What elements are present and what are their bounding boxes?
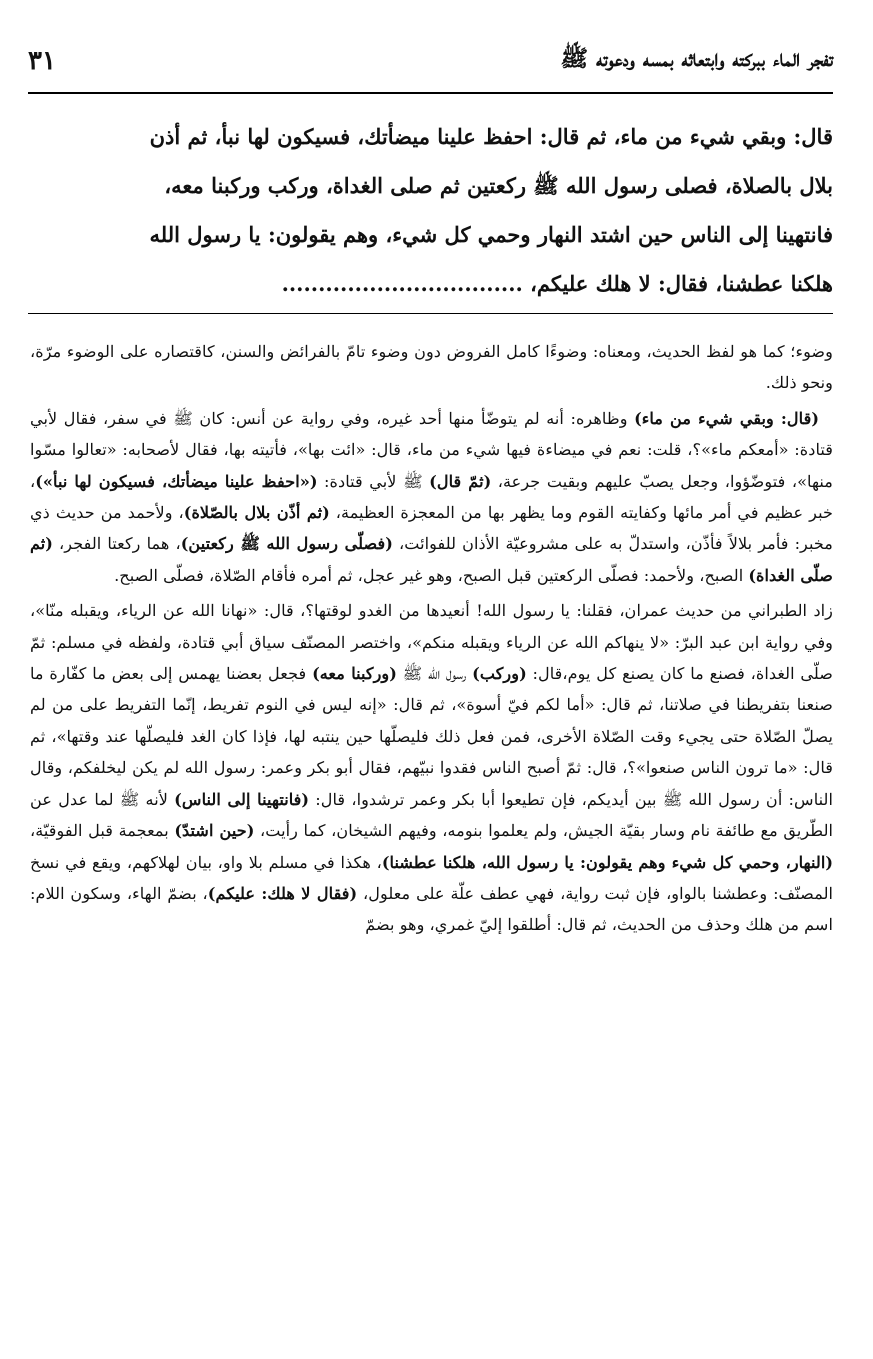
page-header (28, 30, 833, 94)
commentary-paragraph (30, 336, 833, 399)
quoted-phrase: (ثم أذّن بلال بالصّلاة) (183, 503, 330, 523)
commentary-text: ، بضمّ الهاء، وسكون اللام: اسم من هلك وحذف من الحديث، ثم قال: أطلقوا إليّ غمري، وهو بضمّ (30, 883, 833, 935)
commentary-text: زاد الطبراني من حديث عمران، فقلنا: يا رسول الله! أنعيدها من الغدو لوقتها؟، قال: «نهانا الله عن الرياء، ويقبله منّا»، وفي رواية ابن عبد البرّ: «لا ينهاكم الله عن الرياء ويقبله منكم»، واختصر المصنّف سياق أبي قتادة، ولفظه في مسلم: ثمّ صلّى الغداة، فصنع ما كان يصنع كل يوم،قال: (30, 601, 833, 684)
commentary-text: رسول الله ﷺ (396, 664, 473, 684)
commentary-text: ، ولأحمد من حديث ذي مخبر: فأمر بلالاً فأذّن، واستدلّ به على مشروعيّة الأذان للفوائت، (30, 503, 833, 554)
quoted-phrase: (فقال لا هلك: عليكم) (207, 883, 358, 903)
page-number: ٣١ (28, 46, 56, 76)
quoted-phrase: (وركب) (472, 664, 527, 684)
commentary-text: لأنه ﷺ لما عدل عن الطّريق مع طائفة نام وسار بقيّة الجيش، ولم يعلموا بنومه، وفيهم الشيخان، كما رأيت، (30, 789, 833, 841)
commentary-text: وظاهره: أنه لم يتوضّأ منها أحد غيره، وفي رواية عن أنس: كان ﷺ في سفر، فقال لأبي قتادة: «أمعكم ماء»؟، قلت: نعم في ميضاءة فيها شيء من ماء، قال: «ائت بها»، فأتيته بها، فقال لأصحابه: «تعالوا مسّوا منها»، فتوضّؤوا، وجعل يصبّ عليهم وبقيت جرعة، (30, 408, 833, 491)
quoted-phrase: (قال: وبقي شيء من ماء) (634, 408, 819, 428)
quoted-phrase: (فصلّى رسول الله ﷺ ركعتين) (180, 534, 393, 554)
commentary-text: ، هكذا في مسلم بلا واو، بيان لهلاكهم، ويقع في نسخ المصنّف: وعطشنا بالواو، فإن ثبت رواية، فهي عطف علّة على معلول، (30, 852, 834, 903)
quoted-phrase: (النهار، وحمي كل شيء وهم يقولون: يا رسول الله، هلكنا عطشنا) (381, 852, 833, 872)
commentary-text: ﷺ لأبي قتادة: (317, 471, 430, 491)
commentary-paragraph (30, 403, 833, 591)
section-divider (28, 313, 833, 314)
running-title: تفجر الماء ببركته وابتعاثه بمسه ودعوته ﷺ (560, 45, 833, 72)
quoted-phrase: (وركبنا معه) (312, 664, 397, 684)
commentary-text: بمعجمة قبل الفوقيّة، (30, 821, 175, 841)
hadith-line: بلال بالصلاة، فصلى رسول الله ﷺ ركعتين ثم صلى الغداة، وركب وركبنا معه، (164, 173, 833, 198)
quoted-phrase: (ثم صلّى الغداة) (30, 534, 833, 585)
commentary-text: الصبح، ولأحمد: فصلّى الركعتين قبل الصبح، وهو غير عجل، ثم أمره فأقام الصّلاة، فصلّى الصبح. (114, 565, 749, 585)
hadith-line: قال: وبقي شيء من ماء، ثم قال: احفظ علينا ميضأتك، فسيكون لها نبأ، ثم أذن (149, 124, 833, 149)
commentary (30, 336, 833, 945)
quoted-phrase: (حين اشتدّ) (174, 821, 255, 841)
quoted-phrase: (ثمّ قال) (429, 471, 492, 491)
hadith-line: فانتهينا إلى الناس حين اشتد النهار وحمي كل شيء، وهم يقولون: يا رسول الله (149, 222, 833, 247)
commentary-paragraph (30, 595, 833, 940)
commentary-text: ، هما ركعتا الفجر، (52, 534, 181, 554)
quoted-phrase: (فانتهينا إلى الناس) (174, 789, 310, 809)
hadith-text (30, 112, 833, 308)
hadith-line: هلكنا عطشنا، فقال: لا هلك عليكم، ................................. (281, 271, 833, 296)
commentary-text: وضوء؛ كما هو لفظ الحديث، ومعناه: وضوءًا كامل الفروض دون وضوء تامّ بالفرائض والسنن، كاقتصاره على الوضوء مرّة، ونحو ذلك. (30, 342, 833, 393)
commentary-text: ، خبر عظيم في أمر مائها وكفايته القوم وما يظهر بها من المعجزة العظيمة، (30, 471, 833, 523)
quoted-phrase: («احفظ علينا ميضأتك، فسيكون لها نبأ») (35, 471, 318, 491)
commentary-text: فجعل بعضنا يهمس إلى بعض ما كفّارة ما صنعنا بتفريطنا في صلاتنا، ثم قال: «أما لكم فيّ أسوة»، ثم قال: «إنه ليس في النوم تفريط، إنّما التفريط على من لم يصلّ الصّلاة حتى يجيء وقت الصّلاة الأخرى، فمن فعل ذلك فليصلّها حين ينتبه لها، فإذا كان الغد فليصلّها عند وقتها»، ثم قال: «ما ترون الناس صنعوا»؟، قال: ثمّ أصبح الناس فقدوا نبيّهم، فقال أبو بكر وعمر: رسول الله لم يكن ليخلفكم، وقال الناس: أن رسول الله ﷺ بين أيديكم، فإن تطيعوا أبا بكر وعمر ترشدوا، قال: (30, 664, 833, 809)
